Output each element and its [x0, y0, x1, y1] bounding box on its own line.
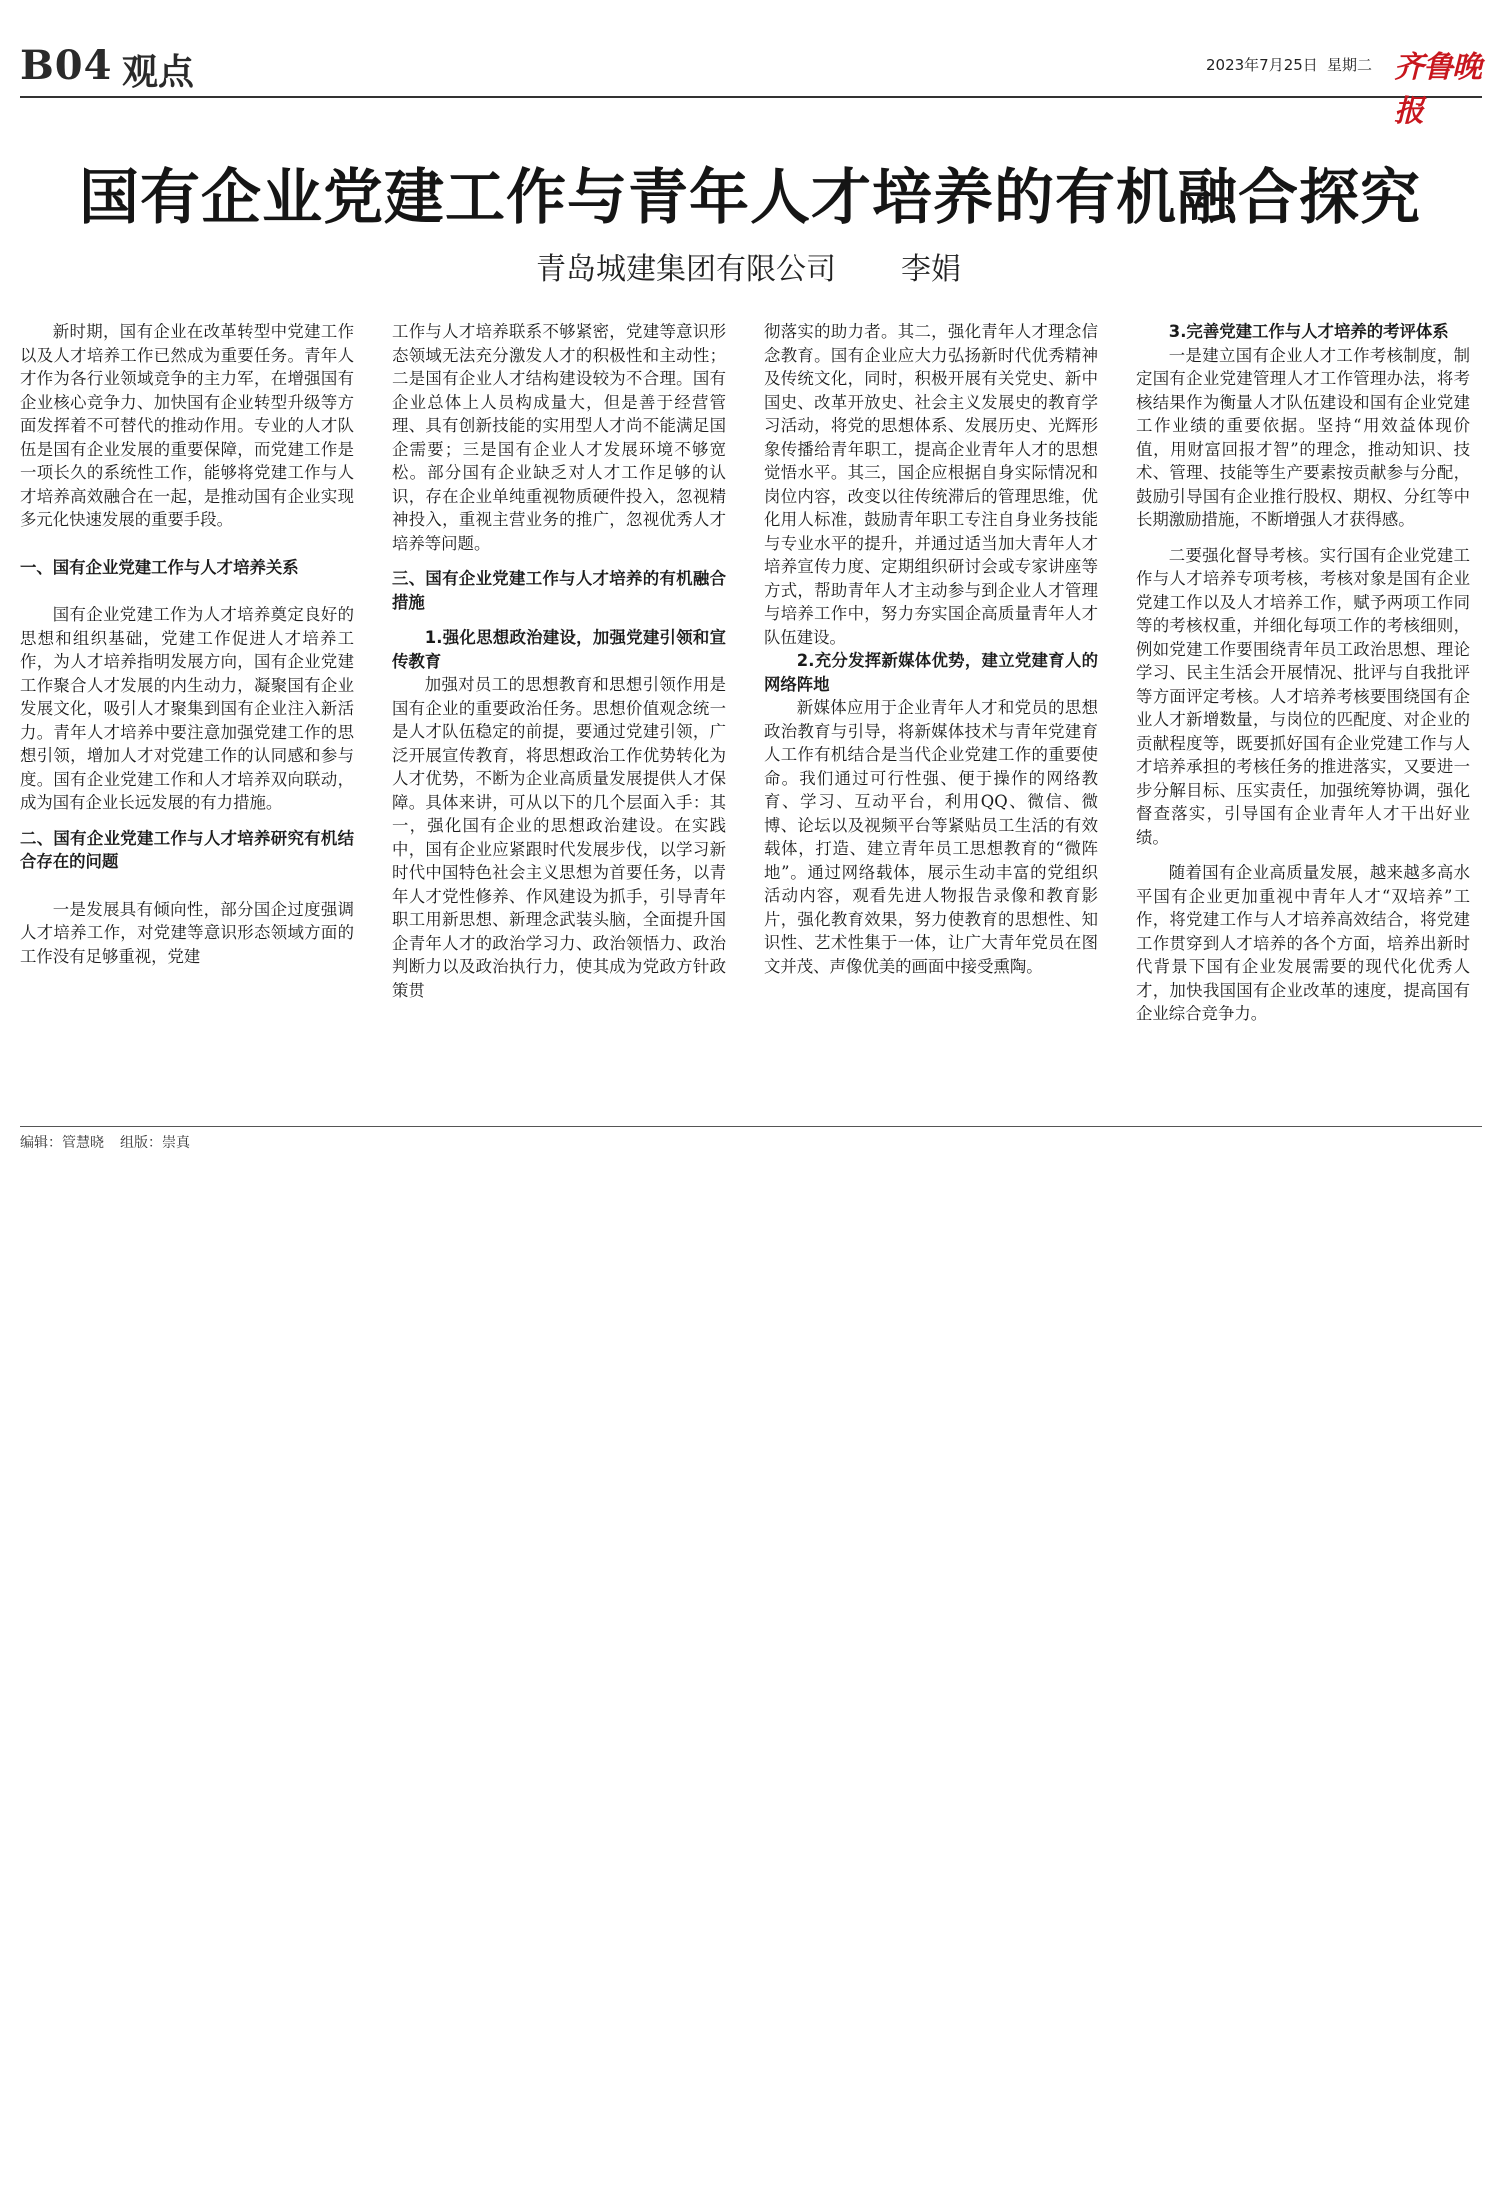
byline — [536, 244, 976, 287]
editor-credits — [20, 1132, 190, 1152]
subsection-heading-2: 2.充分发挥新媒体优势，建立党建育人的网络阵地 — [764, 651, 1098, 694]
page-number: B04 — [20, 42, 113, 89]
author-organization: 青岛城建集团有限公司 — [536, 252, 836, 287]
paragraph: 国有企业党建工作为人才培养奠定良好的思想和组织基础，党建工作促进人才培养工作，为人才培养指明发展方向，国有企业党建工作聚合人才发展的内生动力，凝聚国有企业发展文化，吸引人才聚集到国有企业注入新活力。青年人才培养中要注意加强党建工作的思想引领，增加人才对党建工作的认同感和参与度。国有企业党建工作和人才培养双向联动，成为国有企业长远发展的有力措施。 — [20, 605, 354, 812]
article-column-4 — [1136, 320, 1470, 1026]
article-column-1 — [20, 320, 354, 968]
article-title: 国有企业党建工作与青年人才培养的有机融合探究 — [79, 163, 1421, 233]
page-header — [20, 38, 1482, 129]
paragraph: 新时期，国有企业在改革转型中党建工作以及人才培养工作已然成为重要任务。青年人才作为各行业领域竞争的主力军，在增强国有企业核心竞争力、加快国有企业转型升级等方面发挥着不可替代的推动作用。专业的人才队伍是国有企业发展的重要保障，而党建工作是一项长久的系统性工作，能够将党建工作与人才培养高效融合在一起，是推动国有企业实现多元化快速发展的重要手段。 — [20, 322, 354, 529]
paragraph: 一是建立国有企业人才工作考核制度，制定国有企业党建管理人才工作管理办法，将考核结果作为衡量人才队伍建设和国有企业党建工作业绩的重要依据。坚持“用效益体现价值，用财富回报才智”的理念，推动知识、技术、管理、技能等生产要素按贡献参与分配，鼓励引导国有企业推行股权、期权、分红等中长期激励措施，不断增强人才获得感。 — [1136, 345, 1470, 529]
subsection-heading-1: 1.强化思想政治建设，加强党建引领和宣传教育 — [392, 628, 726, 671]
newspaper-logo: 齐鲁晚报 — [1394, 50, 1481, 129]
article-column-3 — [764, 320, 1098, 978]
paragraph: 工作与人才培养联系不够紧密，党建等意识形态领域无法充分激发人才的积极性和主动性；二是国有企业人才结构建设较为不合理。国有企业总体上人员构成量大，但是善于经营管理、具有创新技能的实用型人才尚不能满足国企需要；三是国有企业人才发展环境不够宽松。部分国有企业缺乏对人才工作足够的认识，存在企业单纯重视物质硬件投入，忽视精神投入，重视主营业务的推广，忽视优秀人才培养等问题。 — [392, 322, 726, 553]
author-name: 李娟 — [901, 252, 961, 287]
paragraph: 加强对员工的思想教育和思想引领作用是国有企业的重要政治任务。思想价值观念统一是人才队伍稳定的前提，要通过党建引领，广泛开展宣传教育，将思想政治工作优势转化为人才优势，不断为企业高质量发展提供人才保障。具体来讲，可从以下的几个层面入手：其一，强化国有企业的思想政治建设。在实践中，国有企业应紧跟时代发展步伐，以学习新时代中国特色社会主义思想为首要任务，以青年人才党性修养、作风建设为抓手，引导青年职工用新思想、新理念武装头脑，全面提升国企青年人才的政治学习力、政治领悟力、政治判断力以及政治执行力，使其成为党政方针政策贯 — [392, 675, 726, 1000]
paragraph: 新媒体应用于企业青年人才和党员的思想政治教育与引导，将新媒体技术与青年党建育人工作有机结合是当代企业党建工作的重要使命。我们通过可行性强、便于操作的网络教育、学习、互动平台，利用QQ、微信、微博、论坛以及视频平台等紧贴员工生活的有效载体，打造、建立青年员工思想教育的“微阵地”。通过网络载体，展示生动丰富的党组织活动内容，观看先进人物报告录像和教育影片，强化教育效果，努力使教育的思想性、知识性、艺术性集于一体，让广大青年党员在图文并茂、声像优美的画面中接受熏陶。 — [764, 698, 1098, 976]
section-heading-2: 二、国有企业党建工作与人才培养研究有机结合存在的问题 — [20, 828, 354, 871]
subsection-heading-3: 3.完善党建工作与人才培养的考评体系 — [1168, 322, 1449, 341]
layout-editor-name: 组版：崇真 — [120, 1135, 190, 1151]
paragraph: 随着国有企业高质量发展，越来越多高水平国有企业更加重视中青年人才“双培养”工作，将党建工作与人才培养高效结合，将党建工作贯穿到人才培养的各个方面，培养出新时代背景下国有企业发展需要的现代化优秀人才，加快我国国有企业改革的速度，提高国有企业综合竞争力。 — [1136, 863, 1470, 1023]
editor-name: 编辑：管慧晓 — [20, 1135, 104, 1151]
footer-divider — [20, 1126, 1482, 1127]
section-name: 观点 — [122, 52, 195, 93]
article-column-2 — [392, 320, 726, 1002]
paragraph: 彻落实的助力者。其二，强化青年人才理念信念教育。国有企业应大力弘扬新时代优秀精神及传统文化，同时，积极开展有关党史、新中国史、改革开放史、社会主义发展史的教育学习活动，将党的思想体系、发展历史、光辉形象传播给青年职工，提高企业青年人才的思想觉悟水平。其三，国企应根据自身实际情况和岗位内容，改变以往传统滞后的管理思维，优化用人标准，鼓励青年职工专注自身业务技能与专业水平的提升，并通过适当加大青年人才培养宣传力度、定期组织研讨会或专家讲座等方式，帮助青年人才主动参与到企业人才管理与培养工作中，努力夯实国企高质量青年人才队伍建设。 — [764, 322, 1098, 647]
section-heading-3: 三、国有企业党建工作与人才培养的有机融合措施 — [392, 569, 726, 612]
issue-date: 2023年7月25日 — [1206, 56, 1318, 74]
section-heading-1: 一、国有企业党建工作与人才培养关系 — [20, 557, 299, 577]
issue-weekday: 星期二 — [1327, 56, 1373, 74]
paragraph: 一是发展具有倾向性，部分国企过度强调人才培养工作，对党建等意识形态领域方面的工作没有足够重视，党建 — [20, 899, 354, 966]
paragraph: 二要强化督导考核。实行国有企业党建工作与人才培养专项考核，考核对象是国有企业党建工作以及人才培养工作，赋予两项工作同等的考核权重，并细化每项工作的考核细则，例如党建工作要围绕青年员工政治思想、理论学习、民主生活会开展情况、批评与自我批评等方面评定考核。人才培养考核要围绕国有企业人才新增数量，与岗位的匹配度、对企业的贡献程度等，既要抓好国有企业党建工作与人才培养承担的考核任务的推进落实，又要进一步分解目标、压实责任，加强统筹协调，强化督查落实，引导国有企业青年人才干出好业绩。 — [1136, 545, 1470, 847]
